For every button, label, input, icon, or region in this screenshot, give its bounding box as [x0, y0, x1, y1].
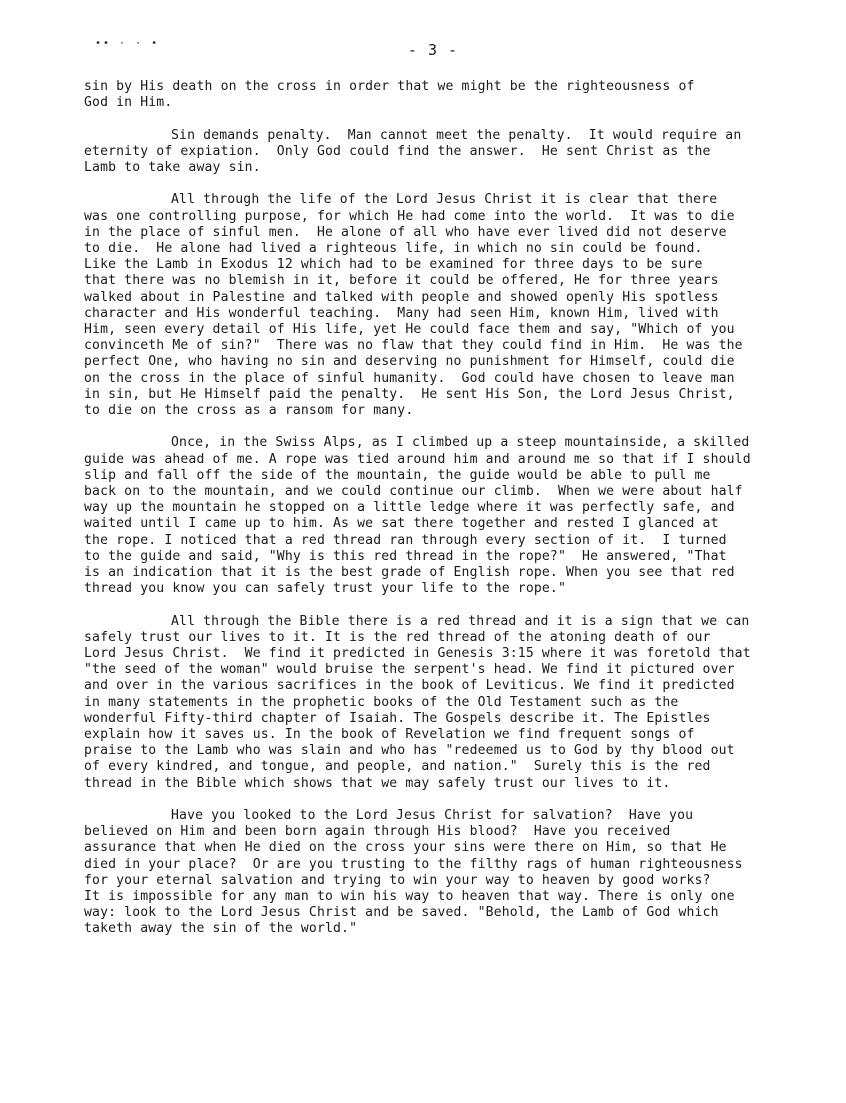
- text-line: to die. He alone had lived a righteous life, in which no sin could be found.: [84, 241, 703, 256]
- text-line: All through the life of the Lord Jesus Christ it is clear that there: [171, 192, 718, 208]
- paragraph-continuation: [84, 79, 784, 111]
- text-line: way: look to the Lord Jesus Christ and be saved. "Behold, the Lamb of God which: [84, 905, 719, 921]
- page-number: - 3 -: [407, 41, 459, 59]
- text-line: for your eternal salvation and trying to win your way to heaven by good works?: [84, 872, 711, 888]
- text-line: safely trust our lives to it. It is the red thread of the atoning death of our: [84, 629, 711, 645]
- text-line: in many statements in the prophetic books of the Old Testament such as the: [84, 694, 679, 710]
- text-line: Like the Lamb in Exodus 12 which had to be examined for three days to be sure: [84, 257, 703, 273]
- text-line: and over in the various sacrifices in the book of Leviticus. We find it predicted: [84, 678, 735, 694]
- text-line: taketh away the sin of the world.": [84, 921, 358, 937]
- text-line: Him, seen every detail of His life, yet He could face them and say, "Which of you: [84, 322, 735, 338]
- text-line: was one controlling purpose, for which He had come into the world. It was to die: [84, 208, 735, 224]
- text-line: God in Him.: [84, 95, 173, 111]
- text-line: is an indication that it is the best grade of English rope. When you see that red: [84, 565, 735, 581]
- text-line: guide was ahead of me. A rope was tied around him and around me so that if I should: [84, 451, 751, 467]
- paragraph-controlling-purpose: [84, 192, 784, 419]
- text-line: back on to the mountain, and we could continue our climb. When we were about half: [84, 484, 743, 500]
- text-line: character and His wonderful teaching. Many had seen Him, known Him, lived with: [84, 305, 719, 321]
- text-line: It is impossible for any man to win his way to heaven that way. There is only one: [84, 889, 735, 905]
- paragraph-red-thread-bible: [84, 614, 784, 792]
- paragraph-invitation: [84, 808, 784, 938]
- text-line: to die on the cross as a ransom for many.: [84, 403, 414, 419]
- text-line: waited until I came up to him. As we sat there together and rested I glanced at: [84, 516, 719, 532]
- text-line: Sin demands penalty. Man cannot meet the penalty. It would require an: [171, 127, 742, 143]
- text-line: eternity of expiation. Only God could find the answer. He sent Christ as the: [84, 143, 711, 159]
- text-line: thread you know you can safely trust your life to the rope.": [84, 581, 566, 597]
- scan-mark: •∙ · · •: [95, 38, 160, 49]
- text-line: sin by His death on the cross in order that we might be the righteousness of: [84, 79, 695, 94]
- text-line: Have you looked to the Lord Jesus Christ for salvation? Have you: [171, 808, 694, 824]
- text-line: wonderful Fifty-third chapter of Isaiah. The Gospels describe it. The Epistles: [84, 710, 711, 726]
- text-line: to the guide and said, "Why is this red thread in the rope?" He answered, "That: [84, 548, 727, 564]
- text-line: walked about in Palestine and talked with people and showed openly His spotless: [84, 289, 719, 305]
- text-line: in sin, but He Himself paid the penalty. He sent His Son, the Lord Jesus Christ,: [84, 386, 735, 402]
- text-line: on the cross in the place of sinful humanity. God could have chosen to leave man: [84, 370, 735, 386]
- text-line: in the place of sinful men. He alone of all who have ever lived did not deserve: [84, 224, 727, 240]
- text-line: died in your place? Or are you trusting to the filthy rags of human righteousness: [84, 856, 743, 872]
- text-line: Once, in the Swiss Alps, as I climbed up a steep mountainside, a skilled: [171, 435, 750, 451]
- paragraph-swiss-alps: [84, 435, 784, 597]
- text-line: that there was no blemish in it, before it could be offered, He for three years: [84, 273, 719, 289]
- text-line: Lamb to take away sin.: [84, 160, 261, 175]
- text-line: All through the Bible there is a red thread and it is a sign that we can: [171, 613, 750, 629]
- text-line: perfect One, who having no sin and deserving no punishment for Himself, could die: [84, 354, 735, 370]
- text-line: "the seed of the woman" would bruise the serpent's head. We find it pictured over: [84, 662, 735, 678]
- text-line: way up the mountain he stopped on a little ledge where it was perfectly safe, and: [84, 500, 735, 516]
- text-line: praise to the Lamb who was slain and who has "redeemed us to God by thy blood out: [84, 743, 735, 759]
- text-line: convinceth Me of sin?" There was no flaw that they could find in Him. He was the: [84, 338, 743, 354]
- text-line: slip and fall off the side of the mountain, the guide would be able to pull me: [84, 467, 711, 483]
- text-line: of every kindred, and tongue, and people, and nation." Surely this is the red: [84, 759, 711, 775]
- text-line: Lord Jesus Christ. We find it predicted in Genesis 3:15 where it was foretold that: [84, 646, 751, 662]
- text-line: thread in the Bible which shows that we may safely trust our lives to it.: [84, 775, 671, 791]
- text-line: explain how it saves us. In the book of Revelation we find frequent songs of: [84, 727, 695, 743]
- document-body: [84, 79, 784, 938]
- paragraph-sin-penalty: [84, 128, 784, 177]
- text-line: assurance that when He died on the cross your sins were there on Him, so that He: [84, 840, 727, 856]
- text-line: the rope. I noticed that a red thread ran through every section of it. I turned: [84, 532, 727, 548]
- text-line: believed on Him and been born again through His blood? Have you received: [84, 824, 671, 840]
